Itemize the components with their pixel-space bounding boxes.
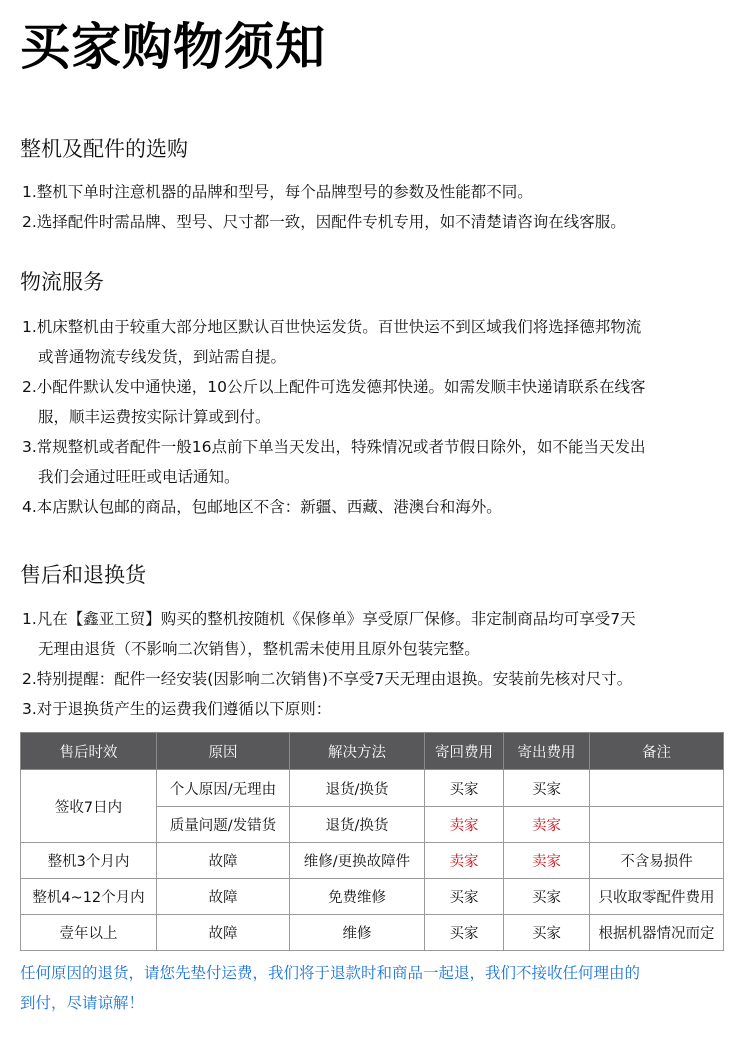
cell-reason: 故障 <box>157 843 290 879</box>
cell-ship-fee: 买家 <box>504 915 590 951</box>
cell-solution: 退货/换货 <box>290 770 425 807</box>
table-row <box>21 915 724 951</box>
cell-note: 不含易损件 <box>590 843 724 879</box>
item-number: 1. <box>22 318 37 336</box>
section-heading-purchase: 整机及配件的选购 <box>20 137 188 161</box>
cell-ship-fee: 买家 <box>504 879 590 915</box>
cell-return-fee: 卖家 <box>425 843 504 879</box>
list-item <box>22 664 727 694</box>
header-return-fee: 寄回费用 <box>425 733 504 770</box>
section-heading-after-sales: 售后和退换货 <box>20 563 146 587</box>
cell-reason: 个人原因/无理由 <box>157 770 290 807</box>
item-line: 本店默认包邮的商品，包邮地区不含：新疆、西藏、港澳台和海外。 <box>36 498 502 516</box>
cell-period: 签收7日内 <box>21 770 157 843</box>
notice-line: 到付，尽请谅解！ <box>20 994 145 1012</box>
list-item <box>22 372 727 432</box>
section-heading-logistics: 物流服务 <box>20 270 104 294</box>
item-continuation: 服，顺丰运费按实际计算或到付。 <box>38 408 271 426</box>
item-line: 选择配件时需品牌、型号、尺寸都一致，因配件专机专用，如不清楚请咨询在线客服。 <box>36 213 626 231</box>
list-item <box>22 694 727 724</box>
cell-period: 整机4~12个月内 <box>21 879 157 915</box>
item-line: 凡在【鑫亚工贸】购买的整机按随机《保修单》享受原厂保修。非定制商品均可享受7天 <box>36 610 636 628</box>
cell-period: 壹年以上 <box>21 915 157 951</box>
cell-solution: 免费维修 <box>290 879 425 915</box>
cell-reason: 故障 <box>157 915 290 951</box>
cell-reason: 质量问题/发错货 <box>157 807 290 843</box>
list-item <box>22 432 727 492</box>
cell-return-fee: 买家 <box>425 770 504 807</box>
header-solution: 解决方法 <box>290 733 425 770</box>
item-number: 2. <box>22 378 37 396</box>
notice-line: 任何原因的退货，请您先垫付运费，我们将于退款时和商品一起退，我们不接收任何理由的 <box>20 964 641 982</box>
cell-reason: 故障 <box>157 879 290 915</box>
header-period: 售后时效 <box>21 733 157 770</box>
item-number: 2. <box>22 670 37 688</box>
item-number: 3. <box>22 700 37 718</box>
cell-note <box>590 770 724 807</box>
item-line: 小配件默认发中通快递，10公斤以上配件可选发德邦快递。如需发顺丰快递请联系在线客 <box>36 378 646 396</box>
table-row <box>21 843 724 879</box>
table-header-row <box>21 733 724 770</box>
header-reason: 原因 <box>157 733 290 770</box>
cell-solution: 维修 <box>290 915 425 951</box>
return-policy-table <box>20 732 724 951</box>
cell-period: 整机3个月内 <box>21 843 157 879</box>
cell-solution: 退货/换货 <box>290 807 425 843</box>
freight-notice <box>20 958 730 1018</box>
table-row <box>21 770 724 807</box>
item-line: 整机下单时注意机器的品牌和型号，每个品牌型号的参数及性能都不同。 <box>36 183 533 201</box>
item-line: 对于退换货产生的运费我们遵循以下原则： <box>36 700 332 718</box>
list-item <box>22 177 727 207</box>
item-continuation: 无理由退货（不影响二次销售），整机需未使用且原外包装完整。 <box>38 640 480 658</box>
item-number: 4. <box>22 498 37 516</box>
cell-ship-fee: 卖家 <box>504 807 590 843</box>
item-line: 机床整机由于较重大部分地区默认百世快运发货。百世快运不到区域我们将选择德邦物流 <box>36 318 642 336</box>
item-number: 2. <box>22 213 37 231</box>
cell-note: 根据机器情况而定 <box>590 915 724 951</box>
item-continuation: 我们会通过旺旺或电话通知。 <box>38 468 240 486</box>
cell-return-fee: 买家 <box>425 879 504 915</box>
cell-note <box>590 807 724 843</box>
list-item <box>22 604 727 664</box>
cell-note: 只收取零配件费用 <box>590 879 724 915</box>
cell-return-fee: 买家 <box>425 915 504 951</box>
item-number: 3. <box>22 438 37 456</box>
cell-return-fee: 卖家 <box>425 807 504 843</box>
list-item <box>22 207 727 237</box>
page-title: 买家购物须知 <box>20 18 326 76</box>
cell-solution: 维修/更换故障件 <box>290 843 425 879</box>
header-ship-fee: 寄出费用 <box>504 733 590 770</box>
cell-ship-fee: 卖家 <box>504 843 590 879</box>
item-line: 特别提醒：配件一经安装(因影响二次销售)不享受7天无理由退换。安装前先核对尺寸。 <box>36 670 633 688</box>
cell-ship-fee: 买家 <box>504 770 590 807</box>
header-note: 备注 <box>590 733 724 770</box>
list-item <box>22 312 727 372</box>
item-line: 常规整机或者配件一般16点前下单当天发出，特殊情况或者节假日除外，如不能当天发出 <box>36 438 646 456</box>
item-continuation: 或普通物流专线发货，到站需自提。 <box>38 348 287 366</box>
item-number: 1. <box>22 610 37 628</box>
list-item <box>22 492 727 522</box>
item-number: 1. <box>22 183 37 201</box>
table-row <box>21 879 724 915</box>
